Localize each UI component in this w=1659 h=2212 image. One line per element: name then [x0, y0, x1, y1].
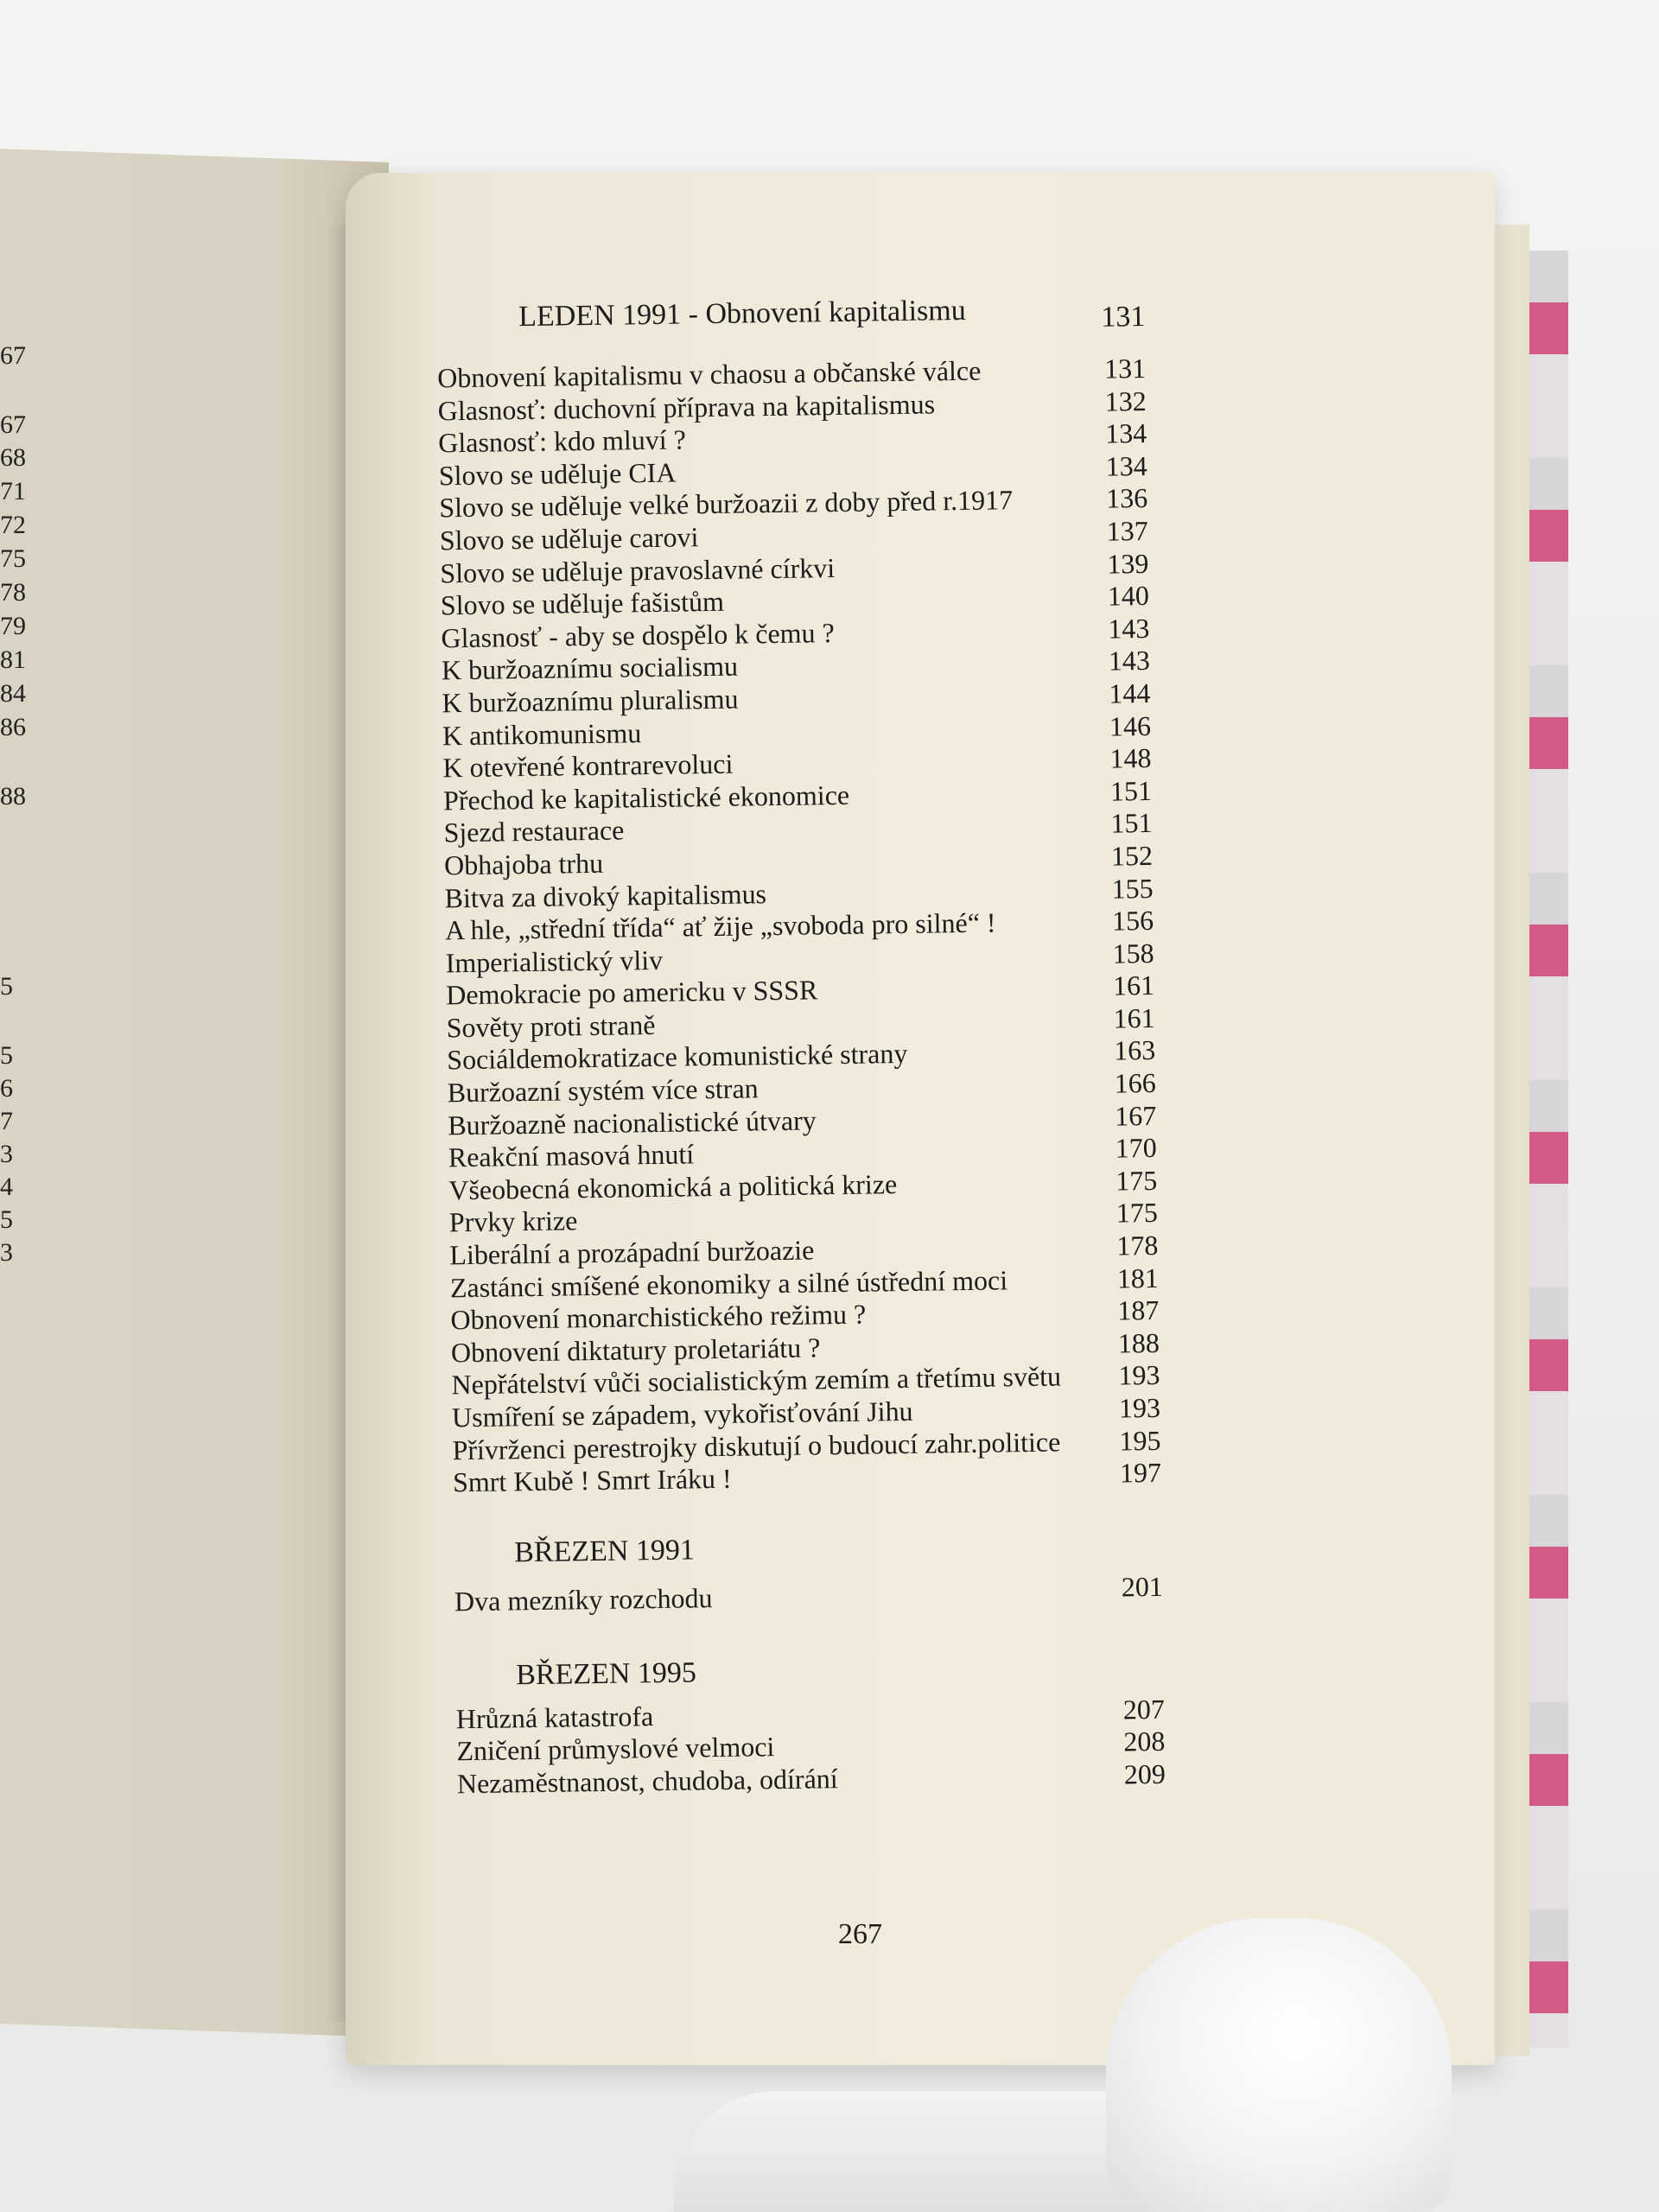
entry-page: 161 — [1112, 969, 1155, 1001]
entry-title: Nepřátelství vůči socialistickým zemím a třetímu světu — [451, 1360, 1062, 1401]
entry-title: Reakční masová hnutí — [448, 1138, 695, 1173]
entry-title: A hle, „střední třída“ ať žije „svoboda pro silné“ ! — [444, 906, 996, 946]
entry-title: Slovo se uděluje carovi — [439, 521, 699, 556]
entry-page: 143 — [1108, 645, 1151, 677]
entry-page: 209 — [1123, 1758, 1166, 1790]
entry-page: 143 — [1108, 612, 1150, 645]
entry-title: Slovo se uděluje pravoslavné církvi — [440, 551, 836, 588]
entry-title: Přechod ke kapitalistické ekonomice — [442, 779, 850, 817]
entry-page: 188 — [1117, 1326, 1160, 1359]
left-page-number: 67 — [0, 341, 26, 370]
left-page-number: 7 — [0, 1107, 13, 1135]
entry-page: 134 — [1105, 449, 1147, 482]
entry-title: Smrt Kubě ! Smrt Iráku ! — [452, 1462, 732, 1498]
entry-page: 132 — [1104, 385, 1147, 417]
entry-page: 146 — [1109, 709, 1152, 742]
entry-title: Demokracie po americku v SSSR — [445, 974, 818, 1011]
entry-page: 131 — [1103, 352, 1147, 385]
entry-page: 140 — [1107, 580, 1150, 612]
entry-page: 197 — [1119, 1457, 1162, 1489]
entry-page: 148 — [1109, 742, 1152, 774]
chapter-page: 131 — [1101, 300, 1146, 334]
left-page-number: 71 — [0, 477, 26, 505]
entry-title: Zastánci smíšené ekonomiky a silné ústřední moci — [449, 1263, 1008, 1303]
entry-page: 195 — [1119, 1424, 1161, 1457]
entry-title: Imperialistický vliv — [445, 944, 664, 979]
entry-title: Všeobecná ekonomická a politická krize — [448, 1167, 898, 1206]
entry-page: 175 — [1116, 1197, 1159, 1229]
toc-entries — [403, 353, 1161, 1500]
entry-title: Sociáldemokratizace komunistické strany — [446, 1038, 908, 1076]
left-page-number: 68 — [0, 443, 26, 472]
entry-title: Sověty proti straně — [446, 1008, 656, 1044]
entry-title: Glasnosť - aby se dospělo k čemu ? — [441, 616, 835, 654]
entry-title: Přívrženci perestrojky diskutují o budoucí zahr.politice — [452, 1426, 1061, 1465]
entry-page: 155 — [1111, 872, 1154, 905]
entry-page: 139 — [1107, 547, 1149, 580]
entry-title: Glasnosť: kdo mluví ? — [438, 423, 687, 459]
entry-page: 151 — [1110, 807, 1153, 839]
entry-page: 163 — [1113, 1034, 1156, 1067]
entry-page: 187 — [1117, 1294, 1160, 1326]
entry-title: Glasnosť: duchovní příprava na kapitalismus — [437, 387, 936, 427]
entry-page: 137 — [1106, 514, 1149, 547]
entry-page: 151 — [1109, 774, 1153, 807]
entry-page: 166 — [1114, 1066, 1156, 1099]
entry-page: 181 — [1116, 1262, 1160, 1294]
toc-entry: Dva mezníky rozchodu 201 — [454, 1570, 1164, 1618]
entry-page: 156 — [1111, 905, 1154, 937]
entry-title: Slovo se uděluje velké buržoazii z doby před r.1917 — [439, 484, 1014, 524]
entry-title: K otevřené kontrarevoluci — [442, 747, 734, 784]
left-page-number: 5 — [0, 972, 13, 1001]
entry-title: Usmíření se západem, vykořisťování Jihu — [451, 1395, 913, 1433]
entry-page: 144 — [1109, 677, 1151, 709]
entry-page: 193 — [1118, 1359, 1160, 1391]
section-heading: BŘEZEN 1995 — [515, 1656, 697, 1692]
entry-title: Prvky krize — [448, 1205, 578, 1238]
entry-page: 152 — [1110, 839, 1154, 872]
entry-title: K buržoaznímu socialismu — [441, 650, 739, 686]
entry-title: Bitva za divoký kapitalismus — [444, 877, 767, 913]
table-of-contents — [402, 292, 1166, 1801]
left-page-number: 3 — [0, 1140, 13, 1168]
entry-title: Sjezd restaurace — [443, 814, 625, 849]
left-page-number: 79 — [0, 612, 26, 640]
left-page-number: 86 — [0, 713, 26, 741]
left-page-number: 81 — [0, 645, 26, 674]
left-page-number: 75 — [0, 544, 26, 573]
entry-title: Slovo se uděluje fašistům — [440, 585, 725, 621]
left-page-number: 84 — [0, 679, 26, 708]
entry-page: 134 — [1104, 417, 1147, 449]
entry-title: Hrůzná katastrofa — [455, 1700, 654, 1735]
left-page-number: 3 — [0, 1238, 13, 1267]
left-page-number: 6 — [0, 1074, 13, 1103]
entry-page: 207 — [1122, 1693, 1166, 1726]
entry-page: 175 — [1116, 1164, 1158, 1197]
page-number: 267 — [838, 1918, 882, 1950]
entry-page: 158 — [1112, 937, 1154, 969]
left-page-number: 5 — [0, 1205, 13, 1234]
entry-title: Nezaměstnanost, chudoba, odírání — [456, 1763, 838, 1800]
entry-title: Obnovení monarchistického režimu ? — [450, 1298, 867, 1336]
entry-title: Buržoazní systém více stran — [447, 1072, 759, 1109]
entry-page: 193 — [1118, 1391, 1161, 1424]
entry-page: 178 — [1116, 1229, 1159, 1262]
entry-title: Obnovení diktatury proletariátu ? — [450, 1332, 821, 1369]
entry-page: 208 — [1123, 1726, 1166, 1758]
entry-page: 136 — [1105, 482, 1148, 515]
entry-title: K antikomunismu — [442, 716, 642, 751]
left-page-number: 78 — [0, 578, 26, 607]
entry-title: Obnovení kapitalismu v chaosu a občanské válce — [436, 354, 982, 394]
left-page-number: 4 — [0, 1173, 13, 1201]
entry-page: 161 — [1113, 1001, 1155, 1034]
left-page-number: 72 — [0, 511, 26, 539]
chapter-title: LEDEN 1991 - Obnovení kapitalismu — [518, 294, 966, 334]
entry-page: 170 — [1115, 1132, 1157, 1164]
toc-header — [402, 292, 1146, 363]
toc-entries — [422, 1694, 1166, 1802]
entry-page: 167 — [1114, 1099, 1157, 1132]
entry-title: Slovo se uděluje CIA — [438, 456, 677, 492]
left-page-number: 88 — [0, 782, 26, 810]
gloved-thumb — [1106, 1918, 1452, 2212]
entry-title: Zničení průmyslové velmoci — [456, 1731, 775, 1767]
book-cover-edge — [1529, 251, 1568, 2048]
entry-title: Liberální a prozápadní buržoazie — [449, 1234, 815, 1271]
entry-title: K buržoaznímu pluralismu — [442, 683, 739, 719]
section-heading: BŘEZEN 1991 — [513, 1534, 696, 1569]
entry-title: Obhajoba trhu — [443, 847, 604, 881]
entry-title: Buržoazně nacionalistické útvary — [448, 1104, 817, 1141]
left-page-number: 5 — [0, 1041, 13, 1070]
left-page-number: 67 — [0, 410, 26, 439]
